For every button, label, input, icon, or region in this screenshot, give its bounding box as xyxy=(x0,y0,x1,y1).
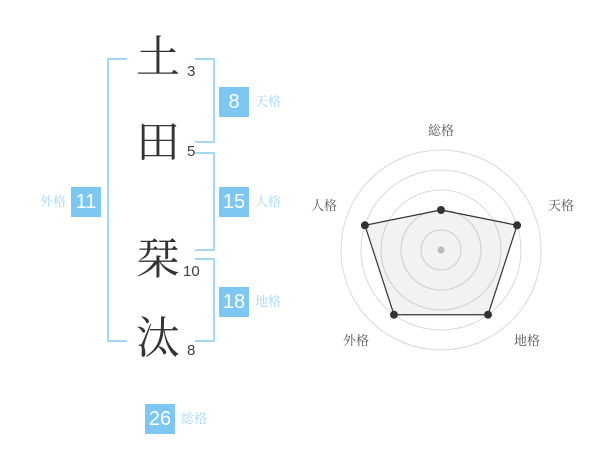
jinkaku-label: 人格 xyxy=(255,194,282,209)
radar-axis-label: 地格 xyxy=(513,333,541,348)
name-character-4: 汰 xyxy=(136,314,180,363)
radar-data-point xyxy=(484,311,492,319)
stroke-count-1: 3 xyxy=(187,63,196,80)
radar-axis-label: 天格 xyxy=(547,198,575,213)
gaikaku-bracket xyxy=(107,58,127,342)
radar-data-polygon xyxy=(365,210,517,315)
stroke-count-3: 10 xyxy=(183,263,200,280)
jinkaku-bracket xyxy=(195,152,215,251)
name-character-1: 土 xyxy=(136,33,180,82)
tenkaku-value: 8 xyxy=(219,87,249,117)
chikaku-label: 地格 xyxy=(255,294,282,309)
radar-axis-label: 外格 xyxy=(342,333,370,348)
radar-data-point xyxy=(513,221,521,229)
chikaku-value: 18 xyxy=(219,287,249,317)
radar-data-point xyxy=(390,311,398,319)
gaikaku-value: 11 xyxy=(71,187,101,217)
gaikaku-label: 外格 xyxy=(40,194,67,209)
radar-axis-label: 総格 xyxy=(427,123,455,138)
stroke-count-2: 5 xyxy=(187,143,196,160)
chikaku-bracket xyxy=(195,258,215,342)
tenkaku-bracket xyxy=(195,58,215,143)
soukaku-value: 26 xyxy=(145,404,175,434)
tenkaku-label: 天格 xyxy=(255,94,282,109)
radar-axis-label: 人格 xyxy=(310,198,338,213)
jinkaku-value: 15 xyxy=(219,187,249,217)
radar-data-point xyxy=(361,221,369,229)
radar-chart xyxy=(300,100,600,400)
stroke-count-4: 8 xyxy=(187,342,196,359)
soukaku-label: 総格 xyxy=(181,411,208,426)
name-character-3: 栞 xyxy=(136,235,180,284)
radar-data-point xyxy=(437,206,445,214)
name-character-2: 田 xyxy=(136,118,180,167)
